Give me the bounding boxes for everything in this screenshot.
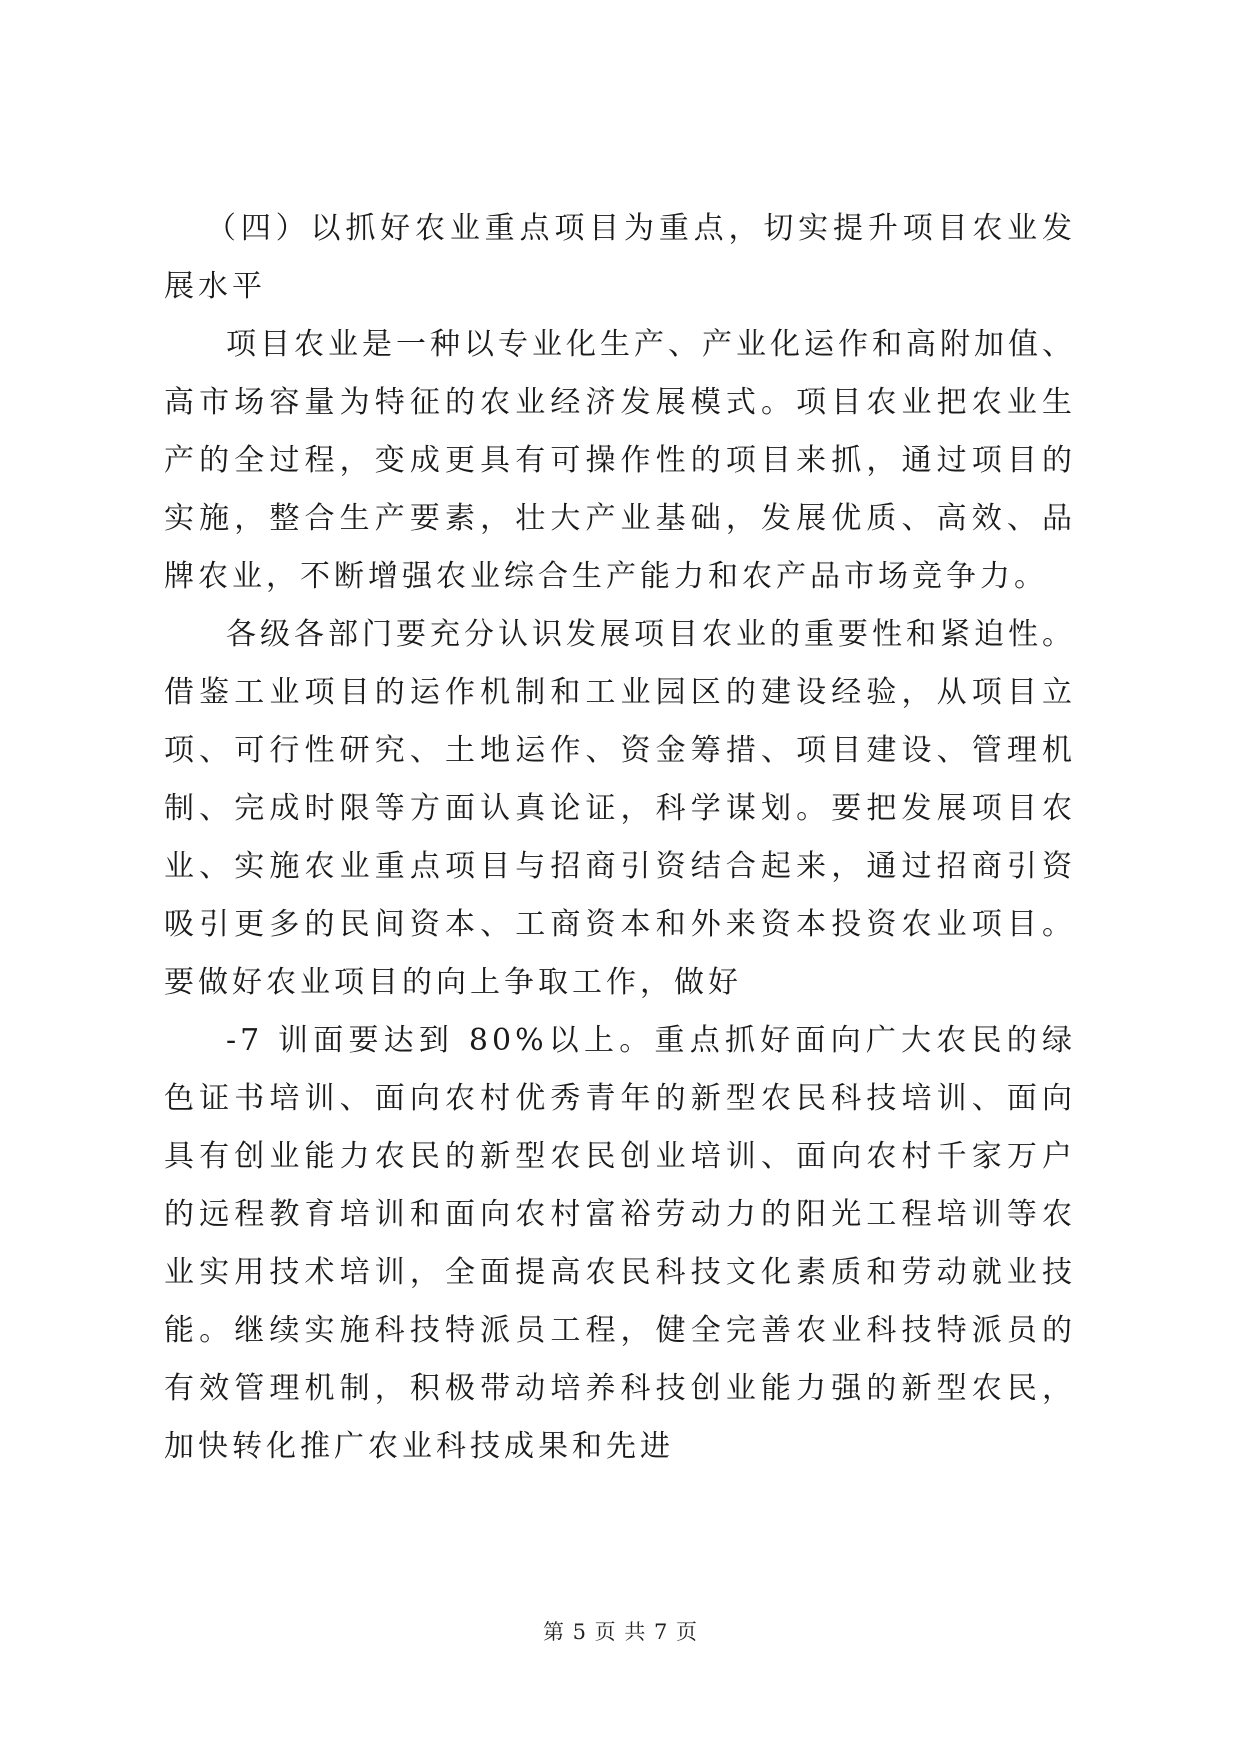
- section-heading: （四）以抓好农业重点项目为重点，切实提升项目农业发展水平: [164, 211, 1076, 304]
- document-body: [164, 200, 1076, 1476]
- paragraph-project-agriculture-definition: 项目农业是一种以专业化生产、产业化运作和高附加值、高市场容量为特征的农业经济发展模式。项目农业把农业生产的全过程，变成更具有可操作性的项目来抓，通过项目的实施，整合生产要素，壮大产业基础，发展优质、高效、品牌农业，不断增强农业综合生产能力和农产品市场竞争力。: [164, 327, 1076, 594]
- page-footer: 第 5 页 共 7 页: [542, 1620, 699, 1644]
- paragraph-farmer-training: -7 训面要达到 80%以上。重点抓好面向广大农民的绿色证书培训、面向农村优秀青年的新型农民科技培训、面向具有创业能力农民的新型农民创业培训、面向农村千家万户的远程教育培训和面向农村富裕劳动力的阳光工程培训等农业实用技术培训，全面提高农民科技文化素质和劳动就业技能。继续实施科技特派员工程，健全完善农业科技特派员的有效管理机制，积极带动培养科技创业能力强的新型农民，加快转化推广农业科技成果和先进: [164, 1023, 1076, 1464]
- paragraph-departments-requirements: 各级各部门要充分认识发展项目农业的重要性和紧迫性。借鉴工业项目的运作机制和工业园区的建设经验，从项目立项、可行性研究、土地运作、资金筹措、项目建设、管理机制、完成时限等方面认真论证，科学谋划。要把发展项目农业、实施农业重点项目与招商引资结合起来，通过招商引资吸引更多的民间资本、工商资本和外来资本投资农业项目。要做好农业项目的向上争取工作，做好: [164, 617, 1076, 1000]
